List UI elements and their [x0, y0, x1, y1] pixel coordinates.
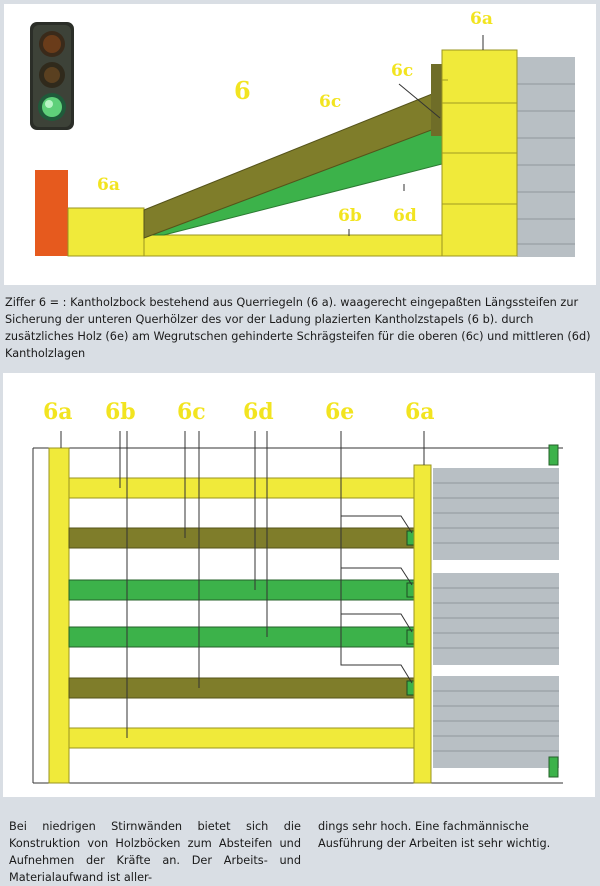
brace-6b-top: [69, 478, 414, 498]
left-crossbar-6a: [68, 208, 144, 256]
label-6a-right-bottom: 6a: [405, 399, 435, 425]
left-crossbar-6a-bottom: [49, 448, 69, 783]
brace-6d-lower: [69, 627, 414, 647]
label-6c-top: 6c: [391, 61, 414, 81]
label-6d: 6d: [393, 206, 417, 226]
blocking-wood-6e: [431, 64, 443, 136]
label-6d-bottom: 6d: [243, 399, 274, 425]
brace-6c-upper: [69, 528, 414, 548]
label-6: 6: [234, 76, 251, 105]
red-front-block: [35, 170, 68, 256]
label-6c-bottom: 6c: [177, 399, 206, 425]
label-6e-bottom: 6e: [325, 399, 355, 425]
label-6b-bottom: 6b: [105, 399, 136, 425]
cargo-stack: [517, 57, 575, 257]
figure-caption: Ziffer 6 = : Kantholzbock bestehend aus Querriegeln (6 a). waagerecht eingepaßten Längssteifen zur Sicherung der unteren Querhölzer des vor der Ladung plazierten Kantholzstapels (6 b). durch zusätzliches Holz (6e) am Wegrutschen gehinderte Schrägsteifen für die oberen (6c) und mittleren (6d) Kantholzlagen: [5, 296, 591, 360]
cargo-stack-bottom: [433, 468, 559, 768]
label-6a-right: 6a: [470, 9, 493, 29]
top-diagram-panel: [4, 4, 596, 285]
right-crossbar-6a-bottom: [414, 465, 431, 783]
label-6b: 6b: [338, 206, 362, 226]
longitudinal-brace-6b: [144, 235, 444, 256]
body-text-left: Bei niedrigen Stirnwänden bietet sich die Konstruktion von Holzböcken zum Absteifen und Aufnehmen der Kräfte an. Der Arbeits- und Materialaufwand ist aller-: [9, 820, 301, 884]
brace-6c-lower: [69, 678, 414, 698]
body-text-right: dings sehr hoch. Eine fachmännische Ausführung der Arbeiten ist sehr wichtig.: [318, 820, 551, 850]
top-diagram: [4, 4, 596, 285]
brace-6b-bottom: [69, 728, 414, 748]
label-6c: 6c: [319, 92, 342, 112]
brace-6d-upper: [69, 580, 414, 600]
bottom-diagram-panel: [3, 373, 595, 797]
bottom-diagram: [3, 373, 595, 797]
traffic-light-icon: [30, 22, 74, 130]
label-6a-left-bottom: 6a: [43, 399, 73, 425]
label-6a-left: 6a: [97, 175, 120, 195]
